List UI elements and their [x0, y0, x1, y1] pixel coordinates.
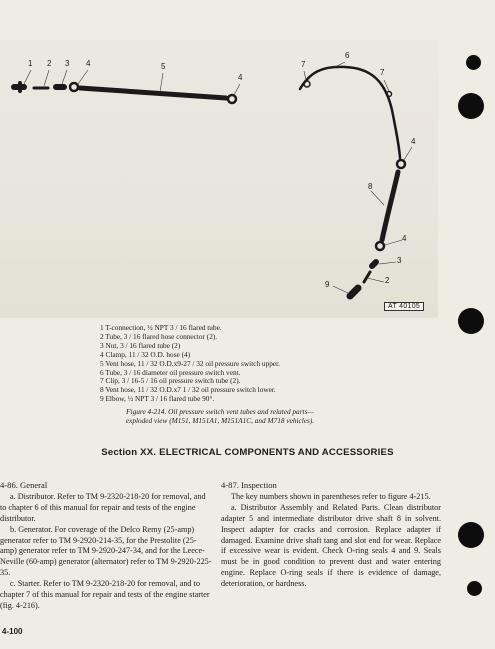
part-4-clamp-b — [228, 95, 236, 103]
part-8-vent-hose — [382, 172, 398, 240]
body-paragraph: a. Distributor. Refer to TM 9-2320-218-20 for removal, and to chapter 6 of this manual for repair and tests of the engine distributor. — [0, 491, 206, 523]
body-paragraph: b. Generator. For coverage of the Delco Remy (25-amp) generator refer to TM 9-2920-214-35, for the Prestolite (25-amp) generator refer to TM 9-2920-247-34, and for the Leece-Neville (60-amp) generator (alternator) refer to TM 9-2920-225-35. — [0, 524, 212, 578]
punch-hole-upper — [458, 93, 484, 119]
legend-item: 6 Tube, 3 / 16 diameter oil pressure switch vent. — [100, 367, 241, 377]
body-paragraph: c. Starter. Refer to TM 9-2320-218-20 for removal, and to chapter 7 of this manual for repair and tests of the engine starter (fig. 4-216). — [0, 579, 210, 610]
punch-hole-top — [466, 55, 481, 70]
part-4-clamp — [70, 83, 78, 91]
page-number: 4-100 — [2, 627, 23, 636]
callout-6: 6 — [345, 51, 350, 60]
callout-8: 8 — [368, 182, 373, 191]
part-4-clamp-d — [376, 242, 384, 250]
exploded-view-illustration — [0, 40, 438, 318]
part-9-elbow — [350, 288, 358, 296]
callout-2: 2 — [47, 59, 52, 68]
part-4-clamp-c — [397, 160, 405, 168]
callout-4: 4 — [86, 59, 91, 68]
paragraph-heading: 4-86. General — [0, 480, 48, 490]
parts-legend — [100, 324, 380, 404]
legend-item: 2 Tube, 3 / 16 flared hose connector (2). — [100, 331, 218, 341]
callout-1: 1 — [28, 59, 33, 68]
callout-3: 3 — [65, 59, 70, 68]
callout-2b: 2 — [385, 276, 390, 285]
part-2-tube-b — [364, 272, 370, 282]
legend-item: 1 T-connection, ½ NPT 3 / 16 flared tube. — [100, 323, 222, 332]
callout-9: 9 — [325, 280, 330, 289]
callout-5: 5 — [161, 62, 166, 71]
callout-7b: 7 — [380, 68, 385, 77]
callout-7: 7 — [301, 60, 306, 69]
legend-item: 9 Elbow, ½ NPT 3 / 16 flared tube 90°. — [100, 394, 215, 404]
punch-hole-bottom — [467, 581, 482, 596]
body-paragraph: The key numbers shown in parentheses refer to figure 4-215. — [231, 491, 431, 501]
right-column — [221, 480, 441, 590]
callout-4d: 4 — [402, 234, 407, 243]
punch-hole-lower — [458, 522, 484, 548]
body-paragraph: a. Distributor Assembly and Related Parts. Clean distributor adapter 5 and intermediate distributor drive shaft 8 in solvent. Inspect adapter for cracks and corrosion. Replace adapter if damaged. Examine drive shaft tang and slot end for wear. Replace if excessive wear is evident. Check O-ring seals 4 and 9. Seals must be in good condition to prevent dust and water entering engine. Replace O-ring seals if there is evidence of damage, deterioration, or hardness. — [221, 502, 441, 589]
figure-tag: AT 40105 — [384, 302, 424, 311]
legend-item: 7 Clip, 3 / 16-5 / 16 oil pressure switch tube (2). — [100, 376, 241, 386]
left-column — [0, 480, 212, 612]
callout-4b: 4 — [238, 73, 243, 82]
part-7-clip-b — [387, 92, 392, 97]
figure-photo — [0, 40, 438, 318]
punch-hole-middle — [458, 308, 484, 334]
part-6-tube — [300, 67, 400, 158]
caption-line: exploded view (M151, M151A1, M151A1C, and M718 vehicles). — [125, 416, 315, 425]
callout-4c: 4 — [411, 137, 416, 146]
callout-3b: 3 — [397, 256, 402, 265]
caption-line: Figure 4-214. Oil pressure switch vent tubes and related parts— — [126, 407, 314, 416]
part-3-nut-b — [372, 262, 376, 266]
paragraph-heading: 4-87. Inspection — [221, 480, 277, 490]
legend-item: 8 Vent hose, 11 / 32 O.D.x7 1 / 32 oil pressure switch lower. — [100, 385, 276, 395]
legend-item: 3 Nut, 3 / 16 flared tube (2) — [100, 340, 181, 350]
legend-item: 5 Vent hose, 11 / 32 O.D.x9-27 / 32 oil pressure switch upper. — [100, 358, 280, 368]
part-7-clip — [304, 81, 310, 87]
part-5-vent-hose — [80, 88, 226, 98]
legend-item: 4 Clamp, 11 / 32 O.D. hose (4) — [100, 349, 191, 359]
figure-caption — [104, 407, 336, 425]
section-heading: Section XX. ELECTRICAL COMPONENTS AND ACCESSORIES — [101, 447, 394, 458]
